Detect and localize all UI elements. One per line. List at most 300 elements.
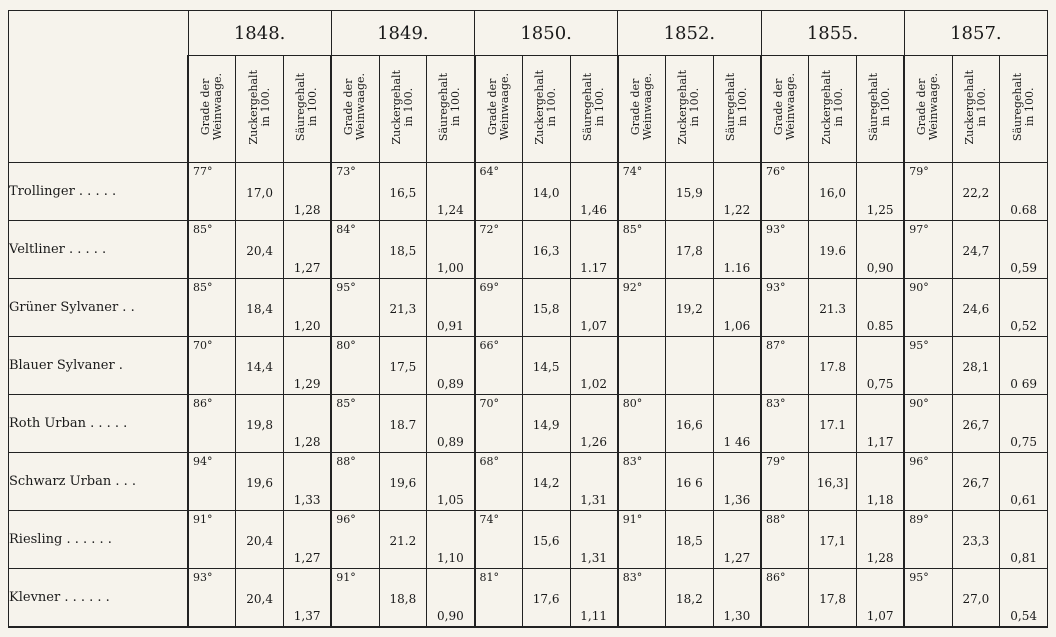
grade-cell: [331, 221, 379, 279]
cell-value: 17.8: [819, 360, 846, 374]
cell-value: 73°: [336, 165, 356, 178]
table-row: [9, 511, 1048, 569]
cell-value: 0.68: [1010, 203, 1037, 218]
cell-value: 80°: [622, 397, 643, 411]
cell-value: 1,27: [293, 261, 321, 276]
cell-value: 74°: [622, 165, 643, 178]
sugar-cell: [236, 395, 284, 453]
cell-value: 0,89: [437, 435, 464, 450]
sugar-cell: [379, 337, 427, 395]
cell-value: 18,8: [389, 592, 417, 607]
grade-cell: [761, 279, 809, 337]
sugar-cell: [236, 221, 284, 279]
acid-cell: [570, 453, 618, 511]
sugar-cell: [236, 453, 284, 511]
year-header: 1848.: [188, 11, 331, 56]
cell-value: 0,81: [1010, 551, 1037, 566]
cell-value: 14,0: [532, 185, 560, 200]
cell-value: 91°: [336, 571, 356, 585]
sugar-header: [952, 56, 1000, 163]
grade-cell: [904, 511, 952, 569]
grade-cell: [904, 279, 952, 337]
acid-header-label: Säuregehalt in 100.: [1010, 72, 1036, 142]
cell-value: 24,6: [962, 301, 990, 316]
cell-value: 80°: [336, 339, 356, 353]
grade-cell: [331, 453, 379, 511]
acid-cell: [570, 337, 618, 395]
cell-value: 1,33: [293, 493, 321, 508]
sugar-header-label: Zuckergehalt in 100.: [533, 69, 559, 145]
cell-value: 1,29: [293, 377, 321, 392]
cell-value: 1,31: [580, 551, 607, 566]
grade-header: [188, 56, 236, 163]
cell-value: 1,05: [437, 493, 464, 508]
cell-value: 1,28: [293, 435, 321, 450]
acid-cell: [857, 453, 905, 511]
cell-value: 0,52: [1010, 319, 1037, 334]
acid-cell: [284, 569, 332, 627]
cell-value: 1,28: [293, 203, 321, 218]
cell-value: 89°: [909, 513, 929, 527]
cell-value: 1,27: [723, 551, 751, 566]
cell-value: 96°: [336, 513, 356, 527]
cell-value: 1,46: [580, 203, 607, 218]
sugar-cell: [236, 569, 284, 627]
sugar-cell: [809, 569, 857, 627]
sugar-header-label: Zuckergehalt in 100.: [819, 69, 845, 145]
acid-cell: [284, 163, 332, 221]
acid-cell: [857, 511, 905, 569]
grade-cell: [904, 163, 952, 221]
sugar-header-label: Zuckergehalt in 100.: [676, 69, 702, 145]
cell-value: 1,31: [580, 493, 607, 508]
cell-value: 93°: [193, 571, 213, 585]
cell-value: 1,28: [866, 551, 894, 566]
sugar-header-label: Zuckergehalt in 100.: [246, 69, 272, 145]
sugar-cell: [522, 279, 570, 337]
sugar-cell: [809, 163, 857, 221]
cell-value: 64°: [479, 165, 499, 178]
table-row: [9, 453, 1048, 511]
acid-cell: [284, 337, 332, 395]
sugar-header: [522, 56, 570, 163]
grade-cell: [904, 337, 952, 395]
cell-value: 18,5: [676, 534, 703, 549]
cell-value: 83°: [622, 571, 643, 585]
cell-value: 1,20: [293, 319, 321, 334]
cell-value: 15,9: [676, 185, 703, 200]
grade-header-label: Grade der Weinwaage.: [772, 73, 798, 141]
cell-value: 1,06: [723, 319, 751, 334]
cell-value: 22,2: [962, 185, 990, 200]
acid-cell: [713, 163, 761, 221]
cell-value: 0 69: [1010, 377, 1037, 392]
cell-value: 1,36: [723, 493, 751, 508]
grade-cell: [618, 511, 666, 569]
cell-value: 0.85: [866, 319, 894, 334]
cell-value: 16 6: [676, 476, 703, 491]
grade-cell: [618, 163, 666, 221]
cell-value: 26,7: [962, 476, 990, 491]
cell-value: 72°: [479, 223, 499, 237]
grade-cell: [331, 163, 379, 221]
sugar-cell: [666, 395, 714, 453]
sugar-cell: [522, 511, 570, 569]
sugar-header: [236, 56, 284, 163]
cell-value: 86°: [766, 571, 786, 585]
sugar-cell: [379, 395, 427, 453]
acid-header: [427, 56, 475, 163]
cell-value: 0,89: [437, 377, 464, 392]
acid-cell: [570, 569, 618, 627]
cell-value: 70°: [193, 339, 213, 353]
sugar-cell: [236, 163, 284, 221]
cell-value: 1,25: [866, 203, 894, 218]
sugar-cell: [952, 337, 1000, 395]
sugar-cell: [379, 569, 427, 627]
table-row: [9, 569, 1048, 627]
cell-value: 1,26: [580, 435, 607, 450]
cell-value: 1,37: [293, 609, 321, 623]
grade-cell: [188, 511, 236, 569]
grape-variety-name: Grüner Sylvaner . .: [9, 279, 189, 337]
acid-cell: [1000, 395, 1048, 453]
year-header: 1855.: [761, 11, 904, 56]
cell-value: 79°: [909, 165, 929, 178]
grade-cell: [904, 453, 952, 511]
cell-value: 1,11: [580, 609, 607, 623]
sugar-header: [379, 56, 427, 163]
grade-cell: [904, 569, 952, 627]
acid-cell: [857, 221, 905, 279]
cell-value: 93°: [766, 281, 786, 295]
grade-cell: [331, 569, 379, 627]
cell-value: 95°: [336, 281, 356, 295]
cell-value: 0,90: [866, 261, 894, 276]
cell-value: 26,7: [962, 418, 990, 433]
table-corner: [9, 11, 189, 163]
grade-cell: [618, 395, 666, 453]
sugar-cell: [379, 163, 427, 221]
cell-value: 14,2: [532, 476, 560, 491]
grape-variety-name: Riesling . . . . . .: [9, 511, 189, 569]
grade-cell: [188, 279, 236, 337]
table-row: [9, 221, 1048, 279]
cell-value: 19,6: [389, 476, 417, 491]
sugar-header: [666, 56, 714, 163]
sugar-cell: [666, 279, 714, 337]
cell-value: 21.3: [819, 301, 846, 316]
sugar-cell: [379, 453, 427, 511]
cell-value: 88°: [336, 455, 356, 469]
sugar-cell: [236, 511, 284, 569]
sugar-cell: [952, 395, 1000, 453]
sugar-cell: [379, 221, 427, 279]
year-header: 1857.: [904, 11, 1047, 56]
cell-value: 76°: [766, 165, 786, 178]
grade-cell: [618, 221, 666, 279]
sugar-cell: [809, 221, 857, 279]
acid-cell: [427, 569, 475, 627]
cell-value: 1,18: [866, 493, 894, 508]
table-row: [9, 395, 1048, 453]
grade-cell: [475, 511, 523, 569]
cell-value: 69°: [479, 281, 499, 295]
cell-value: 85°: [622, 223, 643, 237]
acid-cell: [713, 279, 761, 337]
cell-value: 18.7: [389, 418, 417, 433]
cell-value: 1 46: [723, 435, 751, 450]
acid-cell: [713, 337, 761, 395]
grade-cell: [761, 395, 809, 453]
year-header: 1850.: [475, 11, 618, 56]
cell-value: 95°: [909, 339, 929, 353]
cell-value: 1.16: [723, 261, 751, 276]
cell-value: 17,5: [389, 360, 417, 374]
grape-variety-name: Schwarz Urban . . .: [9, 453, 189, 511]
cell-value: 66°: [479, 339, 499, 353]
sugar-cell: [379, 279, 427, 337]
cell-value: 15,8: [532, 301, 560, 316]
acid-header-label: Säuregehalt in 100.: [867, 72, 893, 142]
grade-cell: [331, 511, 379, 569]
cell-value: 21,3: [389, 301, 417, 316]
acid-cell: [1000, 337, 1048, 395]
acid-cell: [713, 221, 761, 279]
acid-header-label: Säuregehalt in 100.: [723, 72, 749, 142]
sugar-cell: [809, 395, 857, 453]
grade-cell: [904, 395, 952, 453]
cell-value: 0,91: [437, 319, 464, 334]
sugar-header-label: Zuckergehalt in 100.: [389, 69, 415, 145]
grade-cell: [188, 395, 236, 453]
cell-value: 91°: [193, 513, 213, 527]
grade-cell: [761, 511, 809, 569]
table-row: [9, 337, 1048, 395]
sugar-cell: [522, 395, 570, 453]
grade-cell: [331, 337, 379, 395]
sugar-cell: [952, 221, 1000, 279]
acid-header: [1000, 56, 1048, 163]
grade-cell: [761, 221, 809, 279]
cell-value: 17,6: [532, 592, 560, 607]
cell-value: 17,8: [819, 592, 846, 607]
acid-header: [857, 56, 905, 163]
cell-value: 90°: [909, 397, 929, 411]
sugar-cell: [666, 221, 714, 279]
grade-cell: [188, 453, 236, 511]
grade-cell: [761, 569, 809, 627]
acid-header-label: Säuregehalt in 100.: [580, 72, 606, 142]
acid-cell: [713, 511, 761, 569]
grade-cell: [475, 279, 523, 337]
grade-header-label: Grade der Weinwaage.: [915, 73, 941, 141]
sugar-cell: [379, 511, 427, 569]
sugar-cell: [952, 569, 1000, 627]
sugar-cell: [666, 337, 714, 395]
acid-cell: [1000, 221, 1048, 279]
cell-value: 1,07: [580, 319, 607, 334]
grape-variety-name: Trollinger . . . . .: [9, 163, 189, 221]
cell-value: 0,59: [1010, 261, 1037, 276]
grade-cell: [761, 337, 809, 395]
cell-value: 79°: [766, 455, 786, 469]
table-row: [9, 163, 1048, 221]
cell-value: 20,4: [246, 592, 273, 607]
grade-cell: [761, 453, 809, 511]
cell-value: 21.2: [389, 534, 417, 549]
grade-cell: [475, 453, 523, 511]
grape-variety-name: Blauer Sylvaner .: [9, 337, 189, 395]
grade-header-label: Grade der Weinwaage.: [628, 73, 654, 141]
cell-value: 17,1: [819, 534, 846, 549]
sugar-cell: [236, 279, 284, 337]
grade-cell: [475, 221, 523, 279]
cell-value: 0,75: [866, 377, 894, 392]
cell-value: 28,1: [962, 360, 990, 374]
acid-cell: [570, 279, 618, 337]
grade-cell: [618, 569, 666, 627]
cell-value: 1.17: [580, 261, 607, 276]
acid-cell: [427, 395, 475, 453]
cell-value: 90°: [909, 281, 929, 295]
acid-cell: [570, 221, 618, 279]
cell-value: 27,0: [962, 592, 990, 607]
grape-variety-name: Veltliner . . . . .: [9, 221, 189, 279]
grade-cell: [331, 395, 379, 453]
sugar-cell: [666, 511, 714, 569]
acid-cell: [713, 395, 761, 453]
grade-cell: [331, 279, 379, 337]
cell-value: 19.6: [819, 243, 846, 258]
acid-cell: [713, 569, 761, 627]
sugar-cell: [666, 453, 714, 511]
year-header: 1852.: [618, 11, 761, 56]
grade-cell: [475, 569, 523, 627]
cell-value: 97°: [909, 223, 929, 237]
cell-value: 16,3]: [816, 476, 849, 491]
grape-variety-name: Klevner . . . . . .: [9, 569, 189, 627]
sugar-cell: [522, 569, 570, 627]
sugar-cell: [809, 337, 857, 395]
cell-value: 17,0: [246, 185, 273, 200]
sugar-cell: [666, 163, 714, 221]
grade-header: [475, 56, 523, 163]
sugar-cell: [522, 337, 570, 395]
cell-value: 91°: [622, 513, 643, 527]
sugar-cell: [952, 511, 1000, 569]
acid-cell: [570, 395, 618, 453]
cell-value: 0,61: [1010, 493, 1037, 508]
cell-value: 70°: [479, 397, 499, 411]
cell-value: 17.1: [819, 418, 846, 433]
cell-value: 23,3: [962, 534, 990, 549]
cell-value: 20,4: [246, 243, 273, 258]
acid-cell: [857, 569, 905, 627]
grade-header-label: Grade der Weinwaage.: [485, 73, 511, 141]
cell-value: 18,2: [676, 592, 703, 607]
year-header: 1849.: [331, 11, 474, 56]
cell-value: 16,6: [676, 418, 703, 433]
grade-cell: [904, 221, 952, 279]
acid-cell: [857, 279, 905, 337]
table-body: [9, 163, 1048, 628]
cell-value: 1,30: [723, 609, 751, 623]
cell-value: 0,90: [437, 609, 464, 623]
cell-value: 18,4: [246, 301, 273, 316]
table-row: [9, 279, 1048, 337]
cell-value: 95°: [909, 571, 929, 585]
grade-header: [761, 56, 809, 163]
acid-cell: [427, 337, 475, 395]
grade-cell: [475, 163, 523, 221]
cell-value: 83°: [766, 397, 786, 411]
grade-cell: [188, 163, 236, 221]
sugar-cell: [809, 511, 857, 569]
grade-header: [618, 56, 666, 163]
acid-cell: [857, 395, 905, 453]
acid-cell: [857, 337, 905, 395]
cell-value: 1,10: [437, 551, 464, 566]
cell-value: 14,5: [532, 360, 560, 374]
grade-cell: [618, 337, 666, 395]
acid-cell: [284, 453, 332, 511]
sugar-header: [809, 56, 857, 163]
acid-cell: [284, 221, 332, 279]
acid-header-label: Säuregehalt in 100.: [437, 72, 463, 142]
acid-cell: [284, 511, 332, 569]
acid-header-label: Säuregehalt in 100.: [294, 72, 320, 142]
sugar-cell: [952, 163, 1000, 221]
cell-value: 1,07: [866, 609, 894, 623]
cell-value: 1,02: [580, 377, 607, 392]
grade-cell: [761, 163, 809, 221]
sugar-cell: [809, 453, 857, 511]
sugar-cell: [952, 453, 1000, 511]
year-header-row: [9, 11, 1048, 56]
sugar-cell: [522, 453, 570, 511]
cell-value: 24,7: [962, 243, 990, 258]
acid-cell: [427, 453, 475, 511]
cell-value: 1,27: [293, 551, 321, 566]
acid-cell: [284, 279, 332, 337]
acid-cell: [713, 453, 761, 511]
grade-header-label: Grade der Weinwaage.: [199, 73, 225, 141]
acid-header: [570, 56, 618, 163]
acid-cell: [570, 163, 618, 221]
cell-value: 81°: [479, 571, 499, 585]
cell-value: 87°: [766, 339, 786, 353]
grade-cell: [188, 221, 236, 279]
cell-value: 0,54: [1010, 609, 1037, 623]
acid-cell: [1000, 569, 1048, 627]
cell-value: 20,4: [246, 534, 273, 549]
sugar-cell: [809, 279, 857, 337]
acid-cell: [1000, 453, 1048, 511]
sugar-cell: [236, 337, 284, 395]
cell-value: 92°: [622, 281, 643, 295]
cell-value: 83°: [622, 455, 643, 469]
cell-value: 14,4: [246, 360, 273, 374]
sugar-cell: [522, 221, 570, 279]
sugar-cell: [666, 569, 714, 627]
cell-value: 19,6: [246, 476, 273, 491]
sugar-cell: [522, 163, 570, 221]
grade-cell: [188, 569, 236, 627]
grade-header: [904, 56, 952, 163]
cell-value: 1,22: [723, 203, 751, 218]
cell-value: 85°: [193, 281, 213, 295]
